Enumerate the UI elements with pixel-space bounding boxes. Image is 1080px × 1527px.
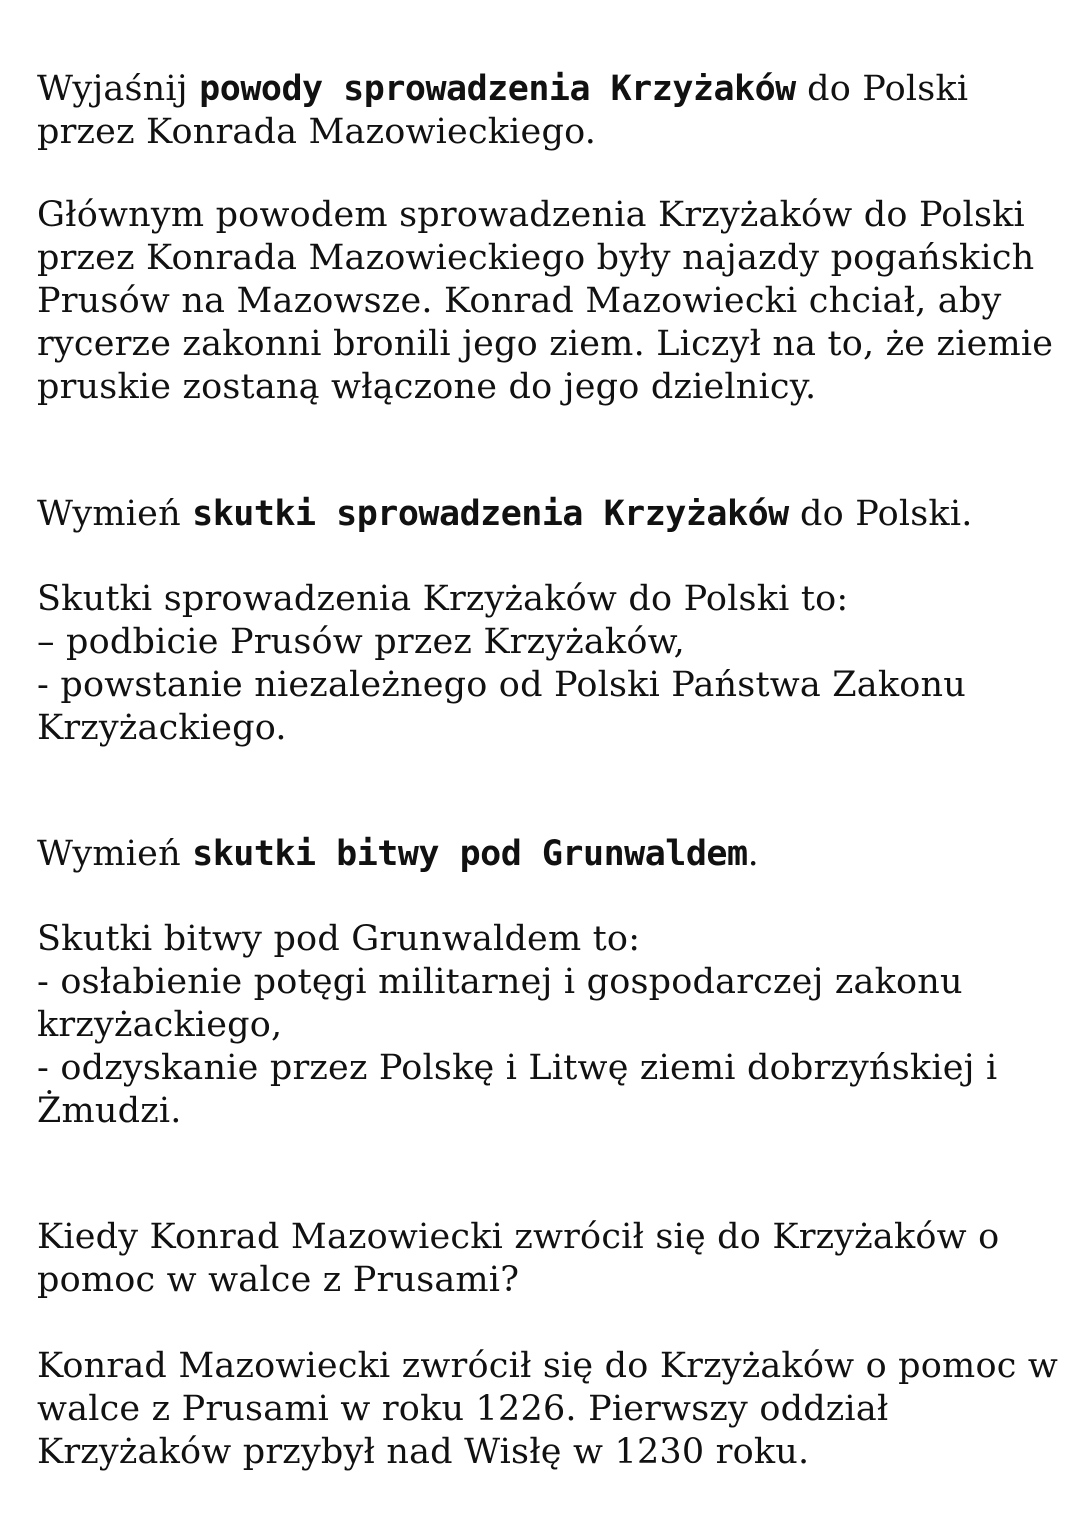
answer-3-line: krzyżackiego, [37,1005,283,1045]
answer-1-line: przez Konrada Mazowieckiego były najazdy pogańskich [37,238,1035,278]
question-2-line-1 [37,493,1047,536]
answer-3 [37,918,1047,1133]
question-1-line-2: przez Konrada Mazowieckiego. [37,112,597,152]
answer-3-line: - odzyskanie przez Polskę i Litwę ziemi dobrzyńskiej i [37,1048,998,1088]
answer-4-line: walce z Prusami w roku 1226. Pierwszy oddział [37,1389,889,1429]
question-2-emphasis: skutki sprowadzenia Krzyżaków [192,494,789,534]
question-4 [37,1216,1047,1302]
answer-2-line: Skutki sprowadzenia Krzyżaków do Polski to: [37,579,849,619]
question-1-suffix: do Polski [795,69,969,109]
question-4-line: Kiedy Konrad Mazowiecki zwrócił się do Krzyżaków o [37,1217,1000,1257]
answer-3-line: Żmudzi. [37,1091,182,1131]
question-3-line-1 [37,833,1047,876]
question-4-line: pomoc w walce z Prusami? [37,1260,520,1300]
answer-3-line: - osłabienie potęgi militarnej i gospodarczej zakonu [37,962,963,1002]
answer-2-line: – podbicie Prusów przez Krzyżaków, [37,622,685,662]
answer-1 [37,194,1054,409]
question-1-emphasis: powody sprowadzenia Krzyżaków [199,69,796,109]
question-1 [37,68,1047,154]
answer-4-line: Konrad Mazowiecki zwrócił się do Krzyżaków o pomoc w [37,1346,1059,1386]
answer-4 [37,1345,1059,1474]
answer-4-line: Krzyżaków przybył nad Wisłę w 1230 roku. [37,1432,810,1472]
answer-2-line: - powstanie niezależnego od Polski Państwa Zakonu [37,665,967,705]
answer-1-line: Głównym powodem sprowadzenia Krzyżaków do Polski [37,195,1025,235]
answer-2 [37,578,1047,750]
answer-1-line: Prusów na Mazowsze. Konrad Mazowiecki chciał, aby [37,281,1002,321]
answer-1-line: pruskie zostaną włączone do jego dzielnicy. [37,367,817,407]
question-2-suffix: do Polski. [788,494,973,534]
answer-3-line: Skutki bitwy pod Grunwaldem to: [37,919,641,959]
question-1-line-1 [37,68,1047,111]
question-3-emphasis: skutki bitwy pod Grunwaldem [192,834,748,874]
question-1-prefix: Wyjaśnij [37,69,200,109]
answer-1-line: rycerze zakonni bronili jego ziem. Liczył na to, że ziemie [37,324,1054,364]
answer-2-line: Krzyżackiego. [37,708,287,748]
question-3-suffix: . [747,834,759,874]
question-3 [37,833,1047,876]
question-2-prefix: Wymień [37,494,193,534]
question-2 [37,493,1047,536]
question-3-prefix: Wymień [37,834,193,874]
